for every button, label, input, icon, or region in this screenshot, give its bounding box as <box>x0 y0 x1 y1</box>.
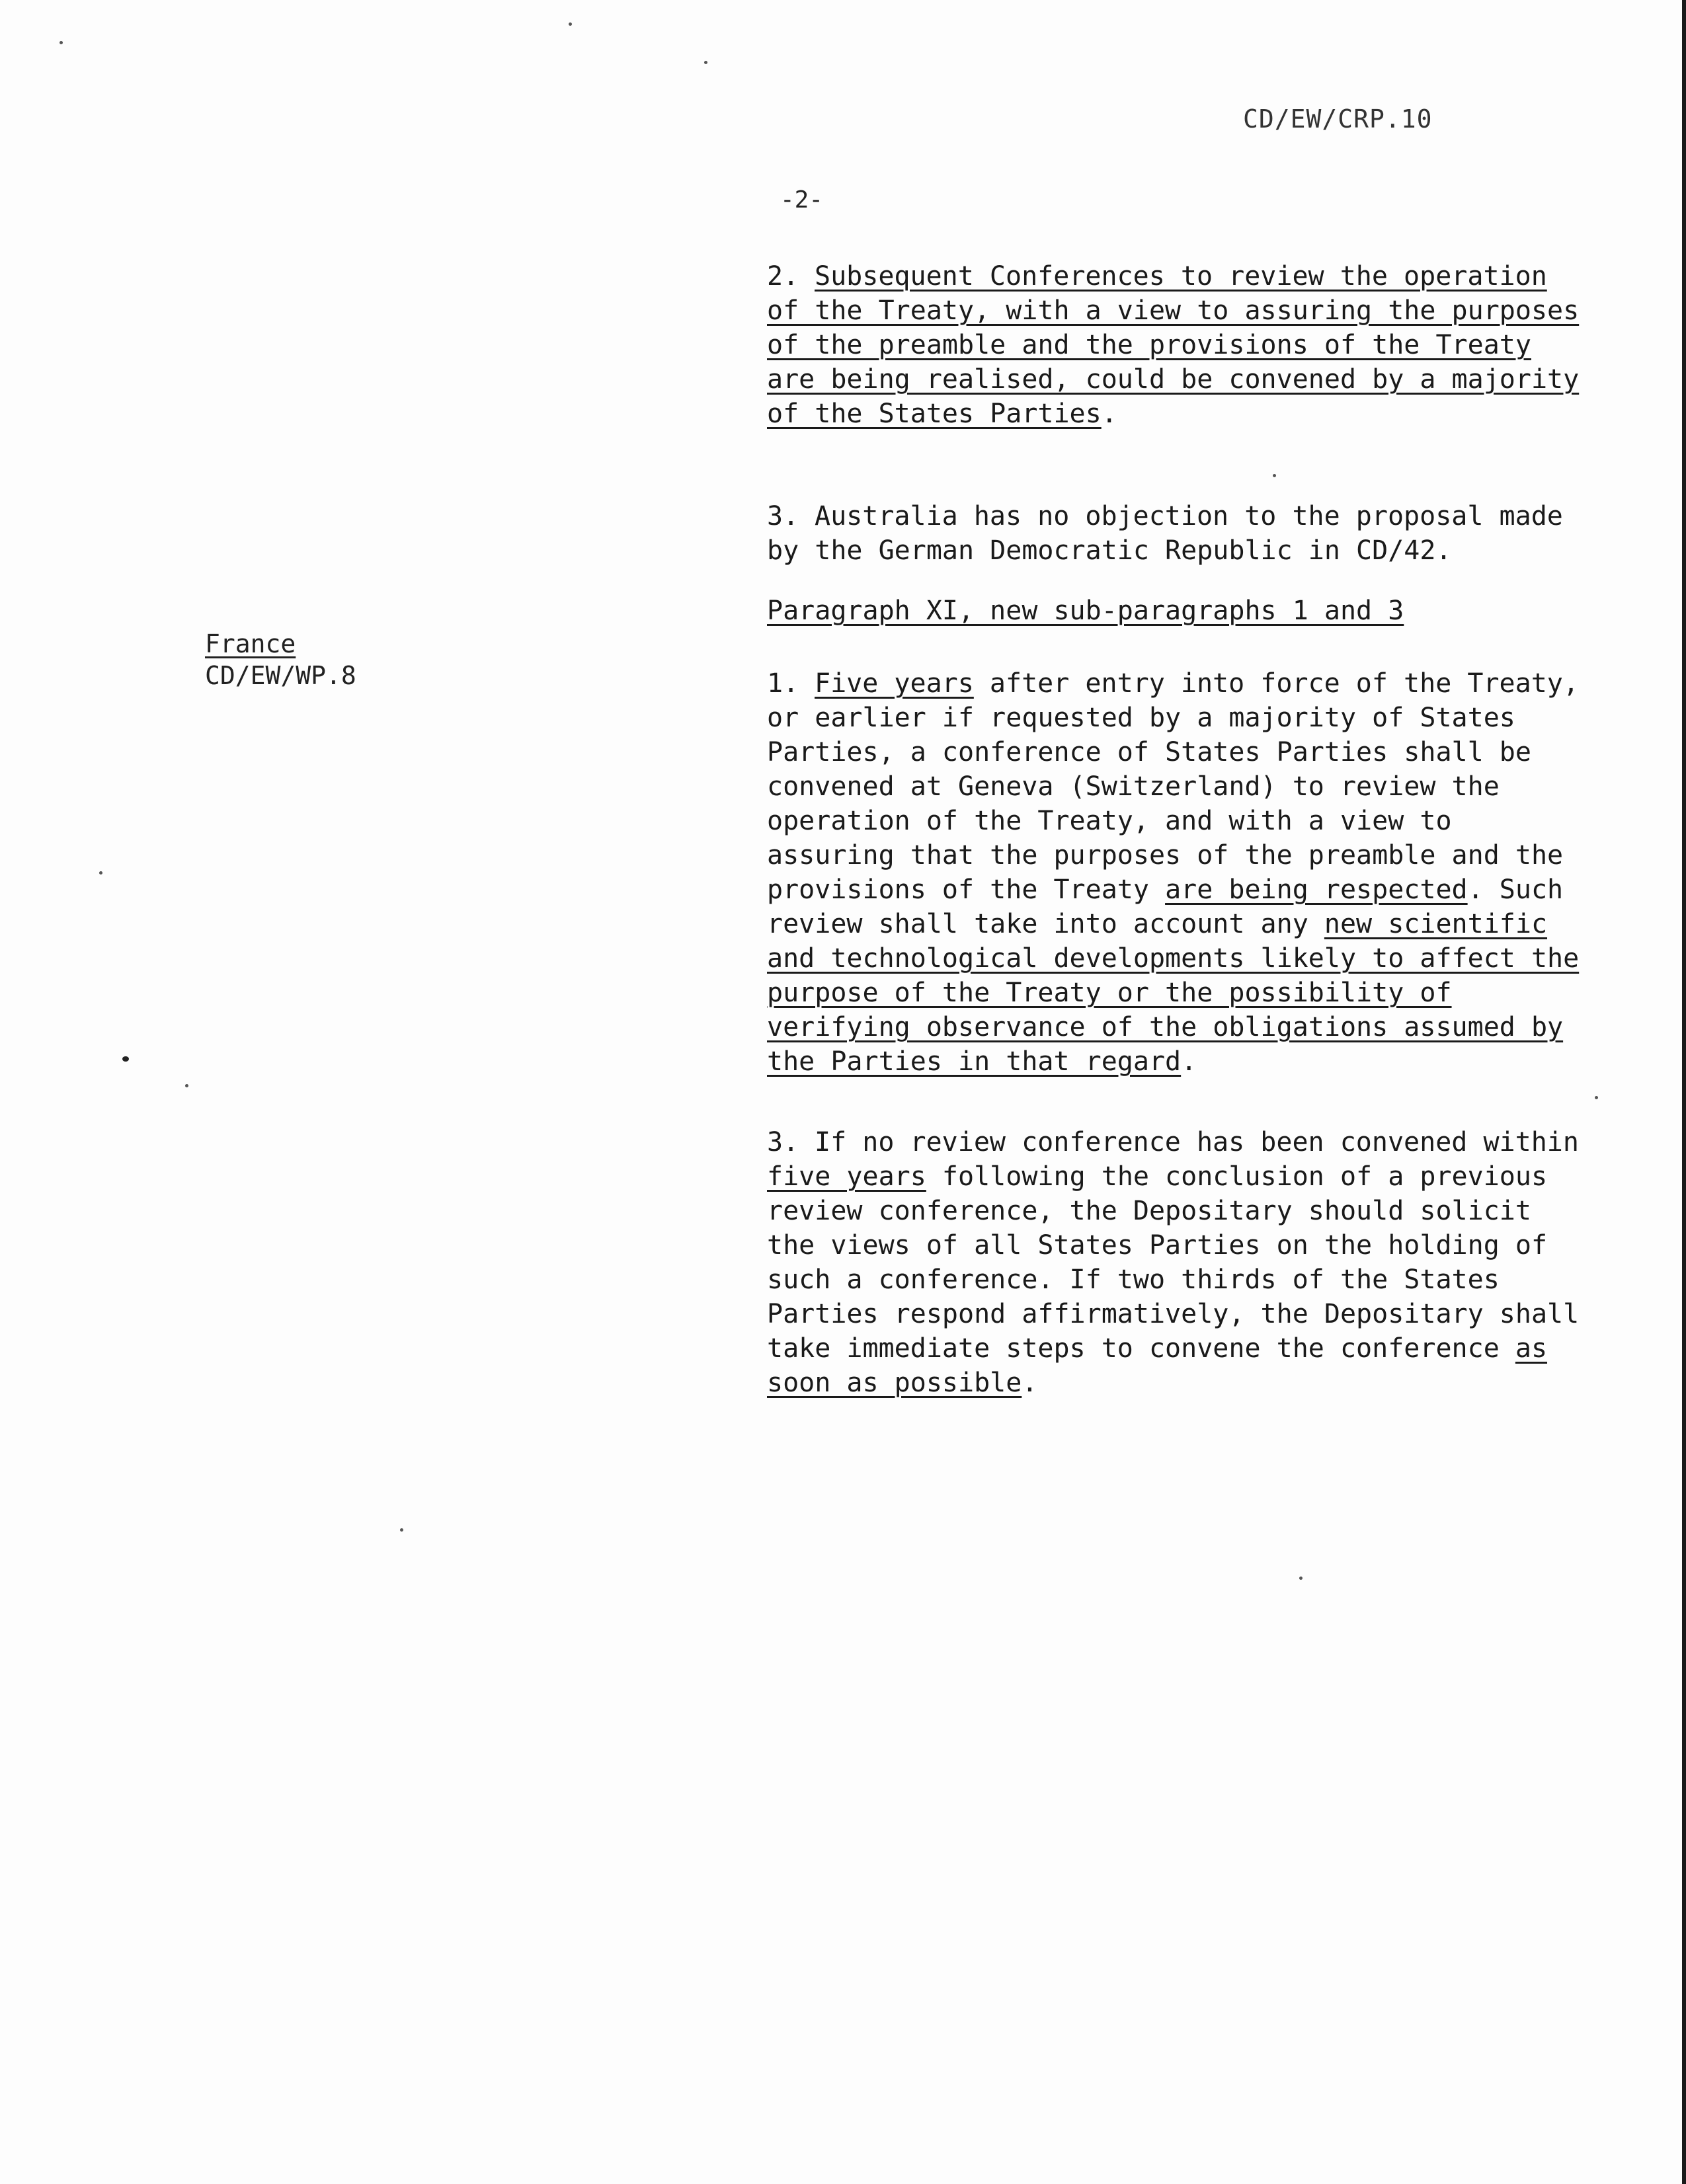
sub-3-text-1: If no review conference has been convened within <box>815 1127 1579 1157</box>
scan-speck <box>185 1084 188 1087</box>
scan-speck <box>99 871 102 875</box>
scan-speck <box>704 61 707 64</box>
scan-speck <box>60 41 63 44</box>
sub-paragraph-3 <box>767 1125 1584 1400</box>
sub-paragraph-3-number: 3. <box>767 1127 799 1157</box>
scan-speck <box>400 1528 403 1532</box>
section-heading <box>767 594 1584 628</box>
page-number: -2- <box>780 186 824 214</box>
scan-speck <box>569 22 572 26</box>
paragraph-2-underlined-text: Subsequent Conferences to review the operation of the Treaty, with a view to assuring the purposes of the preamble and the provisions of the Treaty are being realised, could be convened by a majority of the States Parties <box>767 261 1580 429</box>
sub-paragraph-1 <box>767 666 1584 1079</box>
document-reference: CD/EW/CRP.10 <box>1243 104 1433 134</box>
paragraph-2-number: 2. <box>767 261 799 292</box>
page-edge-shadow <box>1682 0 1686 2184</box>
sub-1-underline-1: Five years <box>815 668 974 699</box>
scan-speck <box>122 1056 129 1062</box>
paragraph-2-end: . <box>1101 399 1117 429</box>
sub-paragraph-1-number: 1. <box>767 668 799 699</box>
sub-3-underline-2: as soon as possible <box>767 1333 1548 1398</box>
sub-1-underline-2: are being respected <box>1165 875 1468 905</box>
sub-1-text-2: . Such review shall take into account any <box>767 875 1564 939</box>
sub-3-text-3: . <box>1022 1368 1038 1398</box>
paragraph-2 <box>767 259 1584 431</box>
sub-3-text-2: following the conclusion of a previous review conference, the Depositary should solicit the views of all States Parties on the holding of such a conference. If two thirds of the States Parties respond affirmatively, the Depositary shall take immediate steps to convene the conference <box>767 1161 1580 1364</box>
margin-country: France <box>205 629 296 658</box>
sub-1-text-1: after entry into force of the Treaty, or earlier if requested by a majority of States Parties, a conference of States Parties shall be convened at Geneva (Switzerland) to review the operation of the Treaty, and with a view to assuring that the purposes of the preamble and the provisions of the Treaty <box>767 668 1579 905</box>
paragraph-3-text: Australia has no objection to the proposal made by the German Democratic Republic in CD/42. <box>767 501 1563 566</box>
sub-1-underline-3: new scientific and technological developments likely to affect the purpose of the Treaty or the possibility of verifying observance of the obligations assumed by the Parties in that regard <box>767 909 1580 1077</box>
margin-reference: CD/EW/WP.8 <box>205 661 356 690</box>
paragraph-3 <box>767 499 1584 568</box>
sub-3-underline-1: five years <box>767 1161 926 1192</box>
scan-speck <box>1595 1096 1598 1099</box>
paragraph-3-number: 3. <box>767 501 799 531</box>
sub-1-text-3: . <box>1181 1046 1197 1077</box>
scan-speck <box>1273 474 1276 477</box>
scan-speck <box>1299 1577 1303 1580</box>
margin-note <box>205 628 356 691</box>
section-heading-text: Paragraph XI, new sub-paragraphs 1 and 3 <box>767 596 1404 626</box>
